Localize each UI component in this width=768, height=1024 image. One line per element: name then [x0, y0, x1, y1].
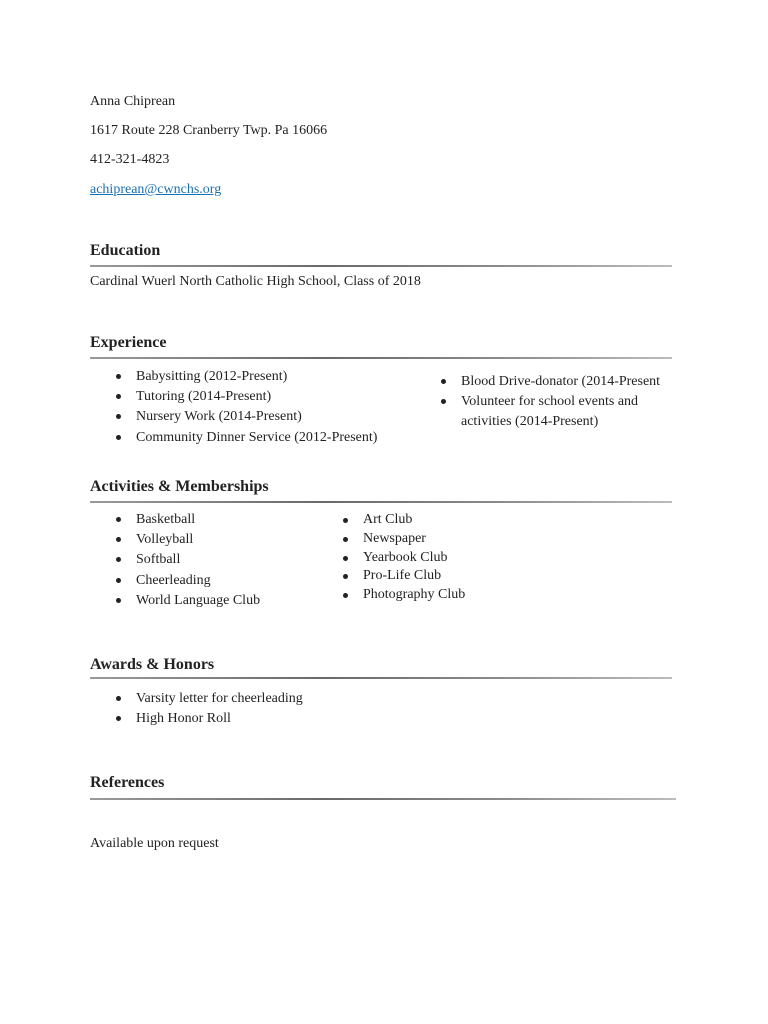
awards-divider [90, 677, 672, 679]
list-item: Tutoring (2014-Present) [112, 387, 377, 407]
experience-divider [90, 357, 672, 359]
experience-list-left [112, 367, 377, 448]
awards-heading: Awards & Honors [90, 656, 215, 673]
references-text: Available upon request [90, 836, 219, 851]
list-item: Cheerleading [112, 571, 260, 591]
education-divider [90, 265, 672, 267]
list-item: High Honor Roll [112, 709, 303, 729]
contact-name: Anna Chiprean [90, 94, 176, 109]
list-item: Newspaper [339, 530, 465, 549]
list-item: Pro-Life Club [339, 567, 465, 586]
list-item: Softball [112, 550, 260, 570]
list-item: Yearbook Club [339, 549, 465, 568]
list-item: Photography Club [339, 586, 465, 605]
contact-phone: 412-321-4823 [90, 152, 170, 167]
experience-list-right [437, 372, 682, 433]
list-item: Basketball [112, 510, 260, 530]
list-item: Volleyball [112, 530, 260, 550]
awards-list [112, 689, 303, 729]
activities-heading: Activities & Memberships [90, 478, 269, 495]
list-item: Blood Drive-donator (2014-Present [437, 372, 682, 392]
contact-address: 1617 Route 228 Cranberry Twp. Pa 16066 [90, 123, 328, 138]
activities-list-left [112, 510, 260, 611]
activities-divider [90, 501, 672, 503]
activities-list-right [339, 511, 465, 605]
list-item: World Language Club [112, 591, 260, 611]
list-item: Volunteer for school events and activities (2014-Present) [437, 392, 682, 432]
list-item: Babysitting (2012-Present) [112, 367, 377, 387]
experience-heading: Experience [90, 334, 167, 351]
references-divider [90, 798, 676, 800]
education-heading: Education [90, 242, 161, 259]
contact-email-link[interactable]: achiprean@cwnchs.org [90, 182, 222, 197]
list-item: Art Club [339, 511, 465, 530]
list-item: Nursery Work (2014-Present) [112, 407, 377, 427]
references-heading: References [90, 774, 165, 791]
list-item: Varsity letter for cheerleading [112, 689, 303, 709]
list-item: Community Dinner Service (2012-Present) [112, 428, 377, 448]
education-text: Cardinal Wuerl North Catholic High School, Class of 2018 [90, 274, 421, 289]
